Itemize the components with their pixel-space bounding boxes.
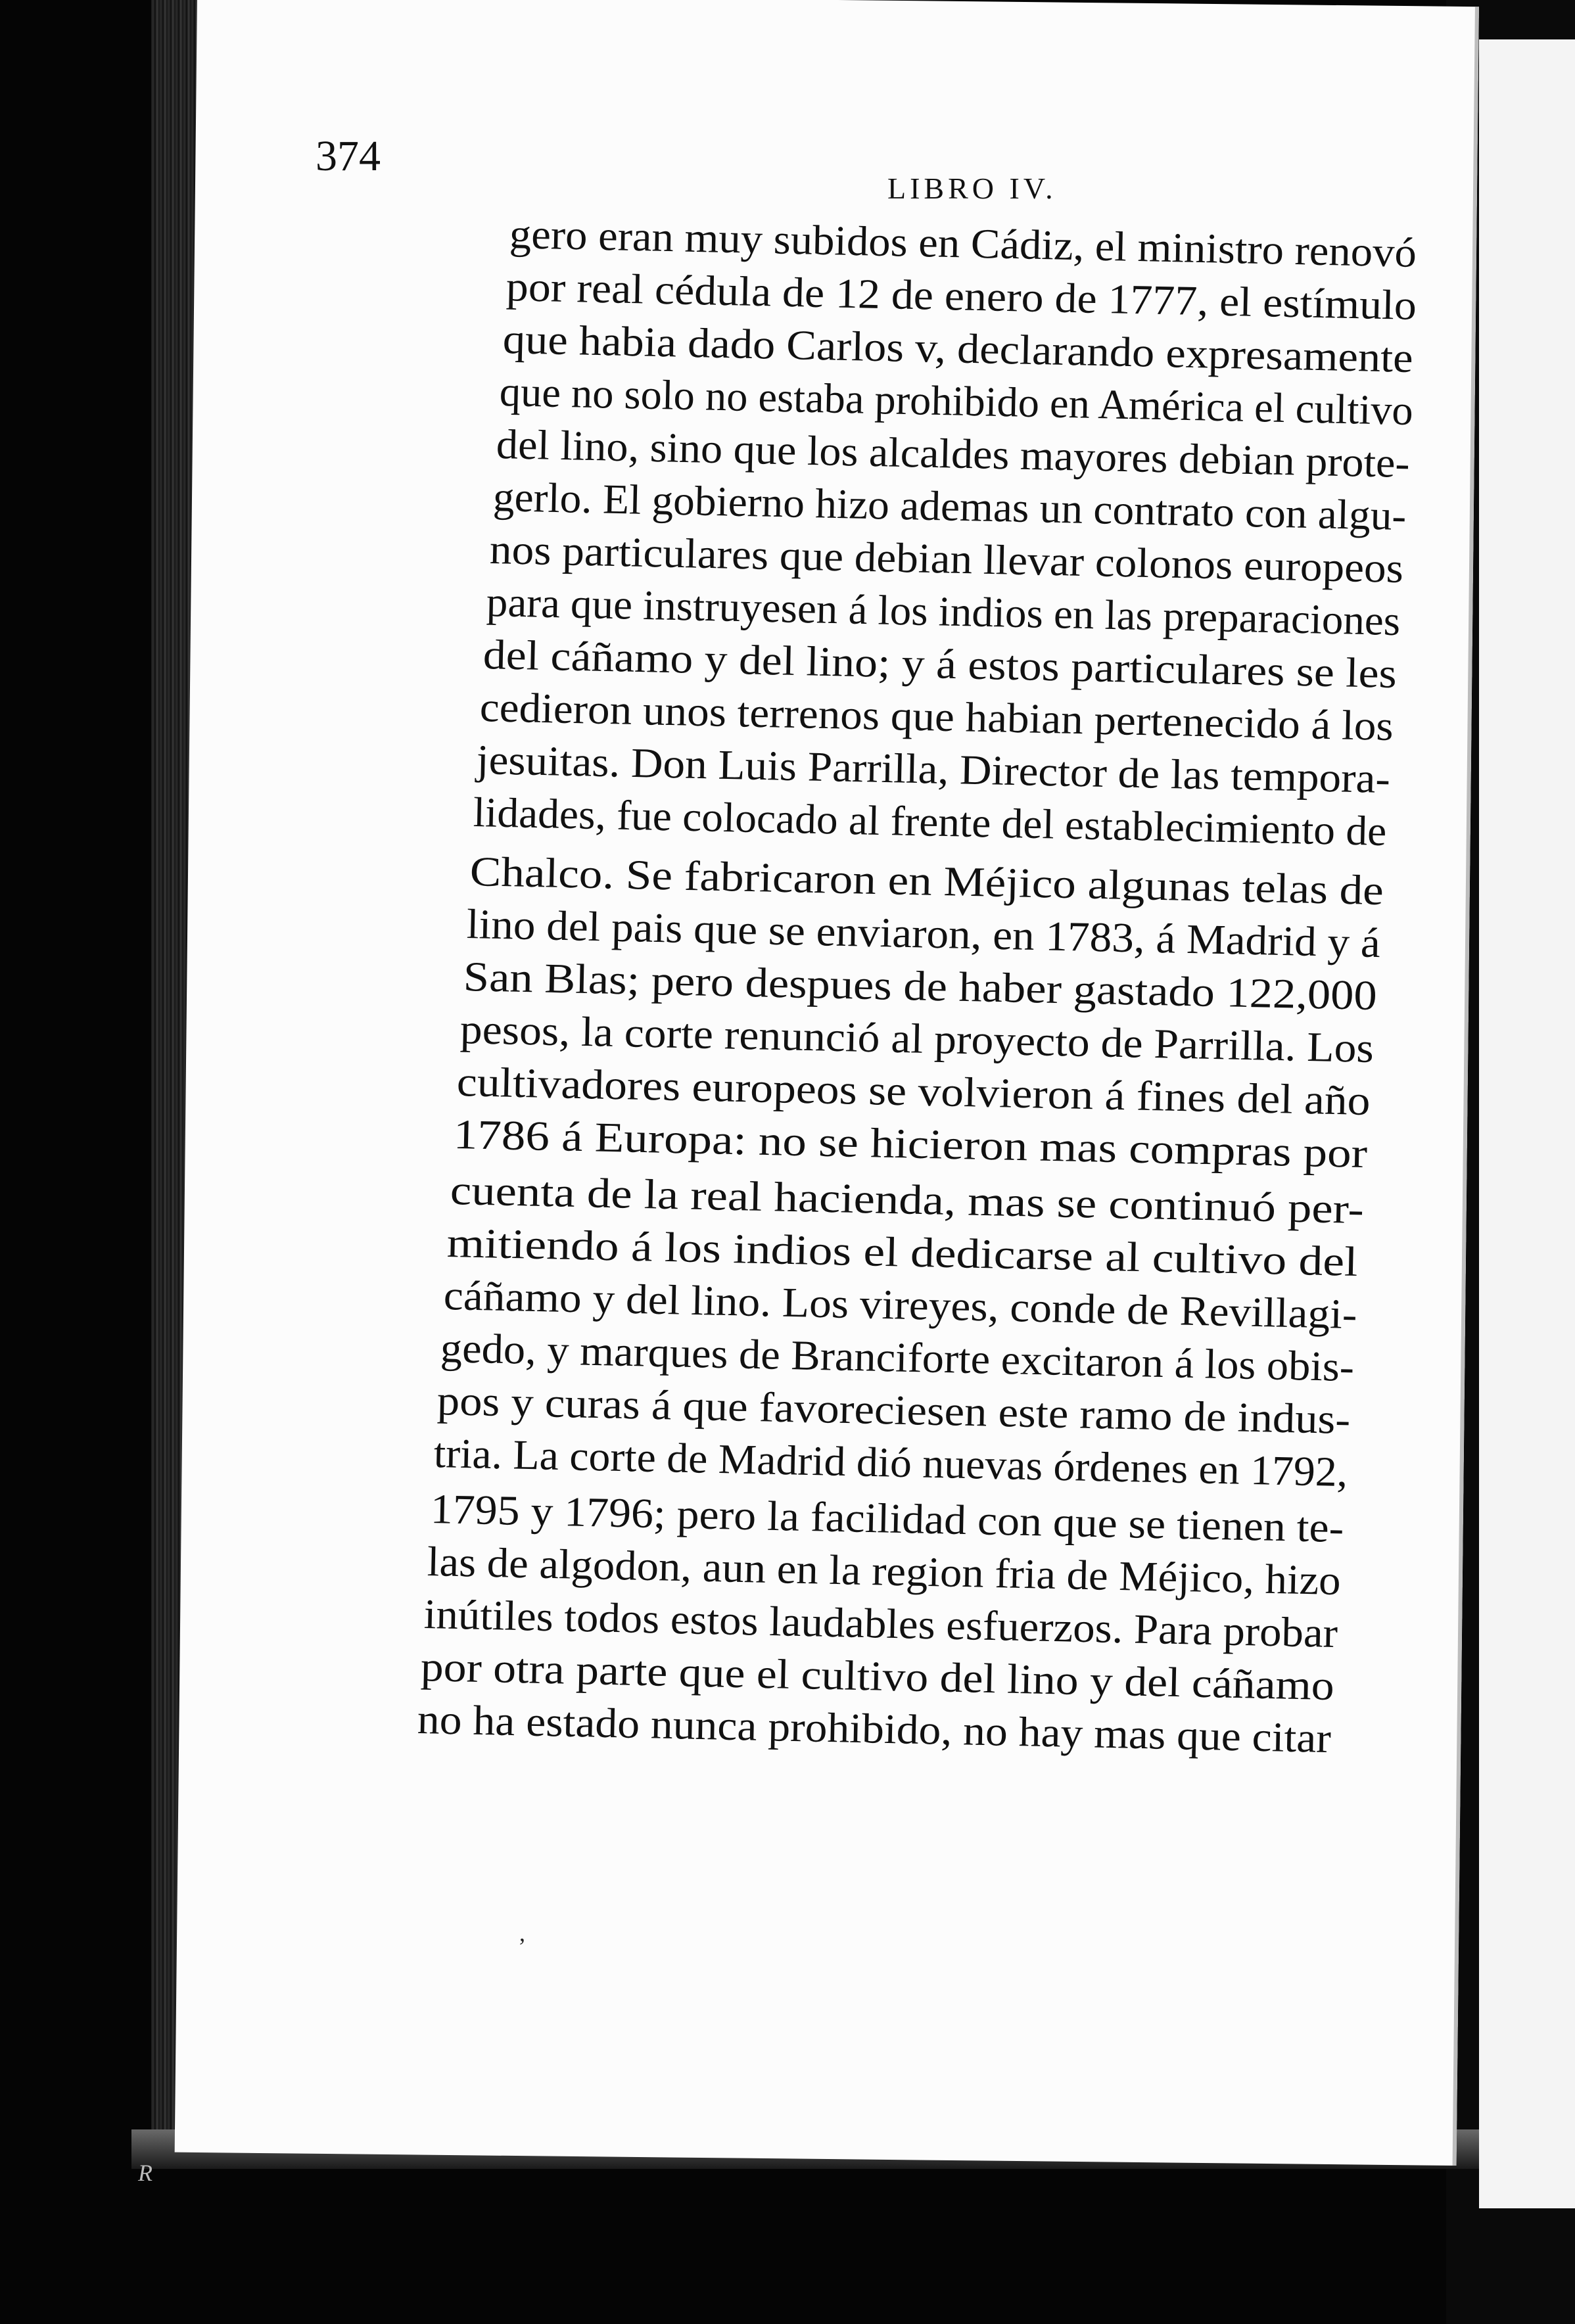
text-line: cultivadores europeos se volvieron á fines del año (456, 1058, 1371, 1125)
text-line: no ha estado nunca prohibido, no hay mas que citar (417, 1696, 1332, 1762)
text-line: cáñamo y del lino. Los vireyes, conde de Revillagi- (443, 1272, 1358, 1338)
running-head: LIBRO IV. (887, 172, 1057, 205)
text-line: por real cédula de 12 de enero de 1777, el estímulo (505, 263, 1417, 329)
text-line: cuenta de la real hacienda, mas se continuó per- (450, 1167, 1365, 1233)
text-line: 1795 y 1796; pero la facilidad con que se tienen te- (430, 1485, 1344, 1552)
text-line: del lino, sino que los alcaldes mayores debian prote- (496, 421, 1411, 487)
stray-mark: , (519, 1920, 525, 1946)
text-line: nos particulares que debian llevar colonos europeos (489, 526, 1404, 592)
text-line: 1786 á Europa: no se hicieron mas compras por (453, 1111, 1368, 1177)
text-line: del cáñamo y del lino; y á estos particulares se les (482, 631, 1398, 697)
text-line: para que instruyesen á los indios en las preparaciones (486, 578, 1401, 645)
text-line: gerlo. El gobierno hizo ademas un contrato con algu- (492, 473, 1407, 540)
text-line: jesuitas. Don Luis Parrilla, Director de las tempora- (476, 736, 1391, 802)
text-line: cedieron unos terrenos que habian pertenecido á los (479, 684, 1394, 750)
text-line: gero eran muy subidos en Cádiz, el ministro renovó (509, 210, 1417, 276)
text-line: lino del pais que se enviaron, en 1783, á Madrid y á (466, 900, 1381, 967)
text-line: que habia dado Carlos v, declarando expresamente (502, 315, 1414, 381)
text-line: mitiendo á los indios el dedicarse al cultivo del (446, 1219, 1359, 1286)
text-line: gedo, y marques de Branciforte excitaron á los obis- (440, 1324, 1355, 1391)
page-number: 374 (316, 132, 381, 180)
text-line: las de algodon, aun en la region fria de Méjico, hizo (427, 1538, 1342, 1604)
text-line: que no solo no estaba prohibido en América el cultivo (499, 368, 1414, 434)
stray-mark: R (138, 2160, 153, 2186)
text-line: tria. La corte de Madrid dió nuevas órdenes en 1792, (433, 1429, 1348, 1496)
text-line: pos y curas á que favoreciesen este ramo de indus- (436, 1377, 1351, 1443)
text-line: Chalco. Se fabricaron en Méjico algunas telas de (469, 848, 1384, 914)
text-line: San Blas; pero despues de haber gastado 122,000 (463, 953, 1378, 1019)
text-line: inútiles todos estos laudables esfuerzos. Para probar (423, 1591, 1338, 1657)
text-line: lidades, fue colocado al frente del establecimiento de (473, 789, 1388, 855)
text-line: por otra parte que el cultivo del lino y del cáñamo (420, 1643, 1335, 1709)
text-line: pesos, la corte renunció al proyecto de Parrilla. Los (459, 1006, 1375, 1072)
